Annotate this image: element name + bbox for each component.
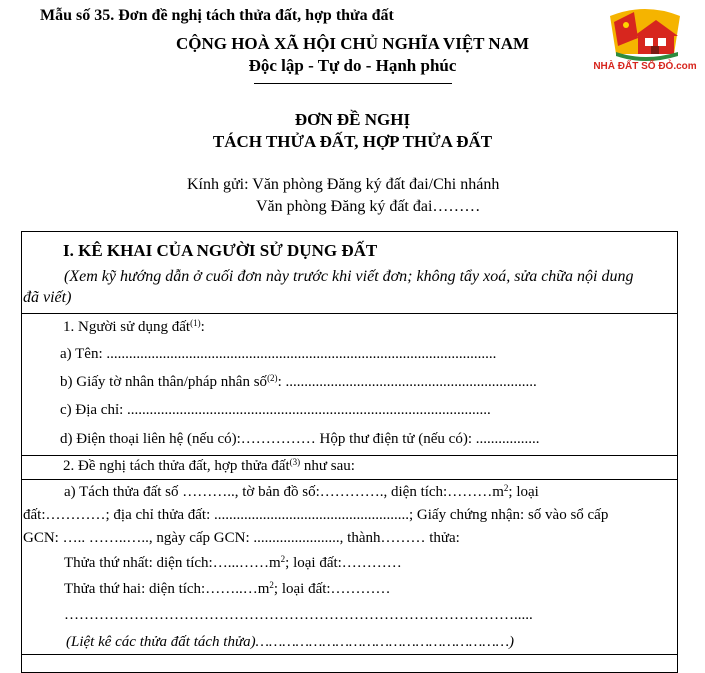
row-divider-4 xyxy=(21,654,677,655)
document-title-line1: ĐƠN ĐỀ NGHỊ xyxy=(294,110,411,129)
address-field[interactable]: c) Địa chỉ: ................................................................................................. xyxy=(60,402,491,418)
section1-note-line2: đã viết) xyxy=(23,289,72,306)
motto-underline xyxy=(254,83,452,84)
additional-parcel-field[interactable]: ………………………………………………………………………………..... xyxy=(64,607,533,623)
name-field[interactable]: a) Tên: ........................................................................................................ xyxy=(60,346,497,362)
row-divider-1 xyxy=(21,313,677,314)
row-divider-2 xyxy=(21,455,677,456)
id-document-field[interactable]: b) Giấy tờ nhân thân/pháp nhân số$^{(2)}$: ................................................................... xyxy=(60,373,537,390)
parcel2-field[interactable]: Thửa thứ hai: diện $tích:\dots\dots..\dots m^2$; loại đất:………… xyxy=(64,580,391,597)
section1-note-line1: (Xem kỹ hướng dẫn ở cuối đơn này trước khi viết đơn; không tẩy xoá, sửa chữa nội dung xyxy=(64,268,634,285)
split-line2[interactable]: đất:…………; địa chỉ thửa đất: ....................................................; Giấy chứng nhận: số vào sổ cấp xyxy=(23,507,609,523)
national-motto: Độc lập - Tự do - Hạnh phúc xyxy=(248,56,457,75)
document-title-line2: TÁCH THỬA ĐẤT, HỢP THỬA ĐẤT xyxy=(212,132,493,151)
split-line1[interactable]: a) Tách thửa đất số ……….., tờ bản đồ số:…………., diện $tích:\dots\dots\dots m^2$; loại xyxy=(64,483,539,500)
country-name: CỘNG HOÀ XÃ HỘI CHỦ NGHĨA VIỆT NAM xyxy=(175,34,530,53)
logo-text: NHÀ ĐẤT SỔ ĐỎ.com xyxy=(593,61,697,72)
parcel-list-note: (Liệt kê các thửa đất tách thửa)…………………………………………………) xyxy=(66,634,515,650)
section1-heading: I. KÊ KHAI CỦA NGƯỜI SỬ DỤNG ĐẤT xyxy=(63,241,378,260)
contact-field[interactable]: d) Điện thoại liên hệ (nếu có):…………… Hộp thư điện tử (nếu có): ................. xyxy=(60,431,540,447)
request-heading: 2. Đề nghị tách thửa đất, hợp thửa đất$^{(3)}$ như sau: xyxy=(63,457,355,474)
form-number: Mẫu số 35. Đơn đề nghị tách thửa đất, hợp thửa đất xyxy=(40,7,394,24)
company-logo xyxy=(590,8,700,76)
parcel1-field[interactable]: Thửa thứ nhất: diện $tích:\dots...\dots\dots m^2$; loại đất:………… xyxy=(64,554,402,571)
recipient-line2: Văn phòng Đăng ký đất đai……… xyxy=(256,198,481,215)
row-divider-3 xyxy=(21,479,677,480)
recipient-line1: Kính gửi: Văn phòng Đăng ký đất đai/Chi nhánh xyxy=(187,176,500,193)
land-user-heading: 1. Người sử dụng đất$^{(1)}$: xyxy=(63,318,205,335)
split-line3[interactable]: GCN: ….. ……..….., ngày cấp GCN: ......................., thành……… thửa: xyxy=(23,530,460,546)
